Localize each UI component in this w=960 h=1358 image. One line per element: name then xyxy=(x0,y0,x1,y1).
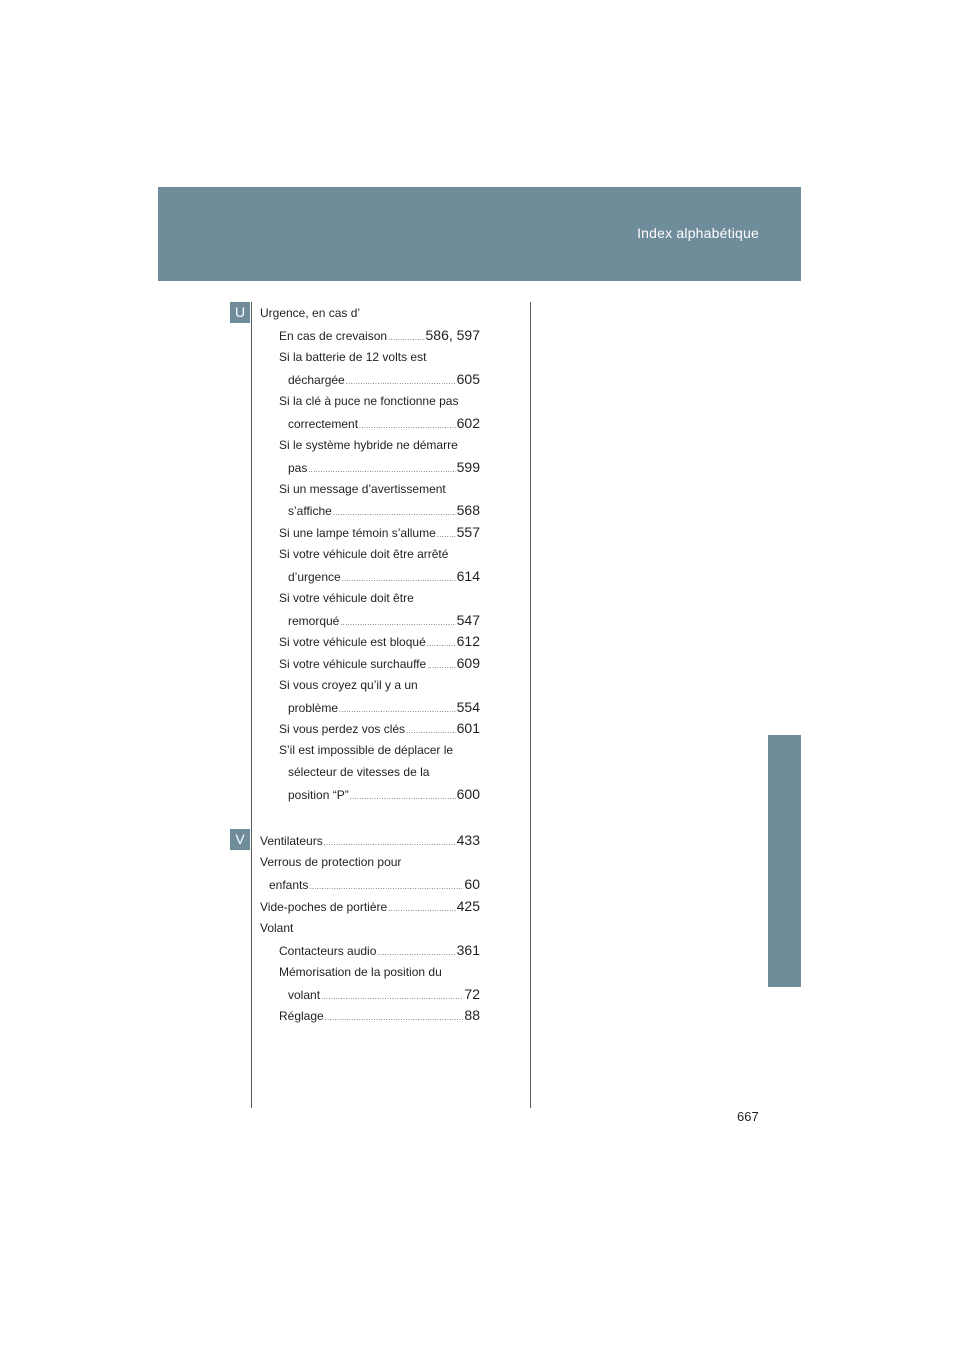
entry-page: 72 xyxy=(464,986,480,1002)
section-side-tab xyxy=(768,735,801,987)
entry-text: sélecteur de vitesses de la xyxy=(288,765,430,779)
index-entry xyxy=(279,961,480,983)
entry-text: enfants xyxy=(269,878,309,892)
entry-text: Si la batterie de 12 volts est xyxy=(279,350,427,364)
entry-page: 609 xyxy=(456,655,480,671)
page-number: 667 xyxy=(737,1109,759,1124)
index-entry xyxy=(279,543,480,565)
entry-text: Si votre véhicule doit être arrêté xyxy=(279,547,449,561)
entry-page: 586, 597 xyxy=(425,327,480,343)
entry-text: Si votre véhicule surchauffe xyxy=(279,657,427,671)
entry-page: 554 xyxy=(456,699,480,715)
index-entry xyxy=(279,1004,480,1030)
leader-dots xyxy=(325,1008,464,1030)
entry-text: S’il est impossible de déplacer le xyxy=(279,743,454,757)
entry-page: 60 xyxy=(464,876,480,892)
entry-page: 614 xyxy=(456,568,480,584)
entry-text: Verrous de protection pour xyxy=(260,855,402,869)
entry-text: En cas de crevaison xyxy=(279,329,388,343)
entry-text: Vide-poches de portière xyxy=(260,900,388,914)
entry-text: Contacteurs audio xyxy=(279,944,377,958)
entry-page: 88 xyxy=(464,1007,480,1023)
entry-page: 433 xyxy=(456,832,480,848)
entry-text: problème xyxy=(288,701,339,715)
entry-text: Ventilateurs xyxy=(260,834,323,848)
index-entry xyxy=(260,917,480,939)
index-entry xyxy=(279,346,480,368)
index-entry xyxy=(260,851,480,873)
leader-dots xyxy=(350,787,456,809)
entry-text: Si un message d’avertissement xyxy=(279,482,446,496)
entry-text: Si vous perdez vos clés xyxy=(279,722,406,736)
entry-text: Si votre véhicule est bloqué xyxy=(279,635,426,649)
entry-page: 361 xyxy=(456,942,480,958)
entry-text: Si vous croyez qu’il y a un xyxy=(279,678,418,692)
entry-page: 425 xyxy=(456,898,480,914)
header-band xyxy=(158,187,801,281)
entry-text: Si votre véhicule doit être xyxy=(279,591,414,605)
entry-page: 612 xyxy=(456,633,480,649)
entry-text: d’urgence xyxy=(288,570,341,584)
entry-page: 601 xyxy=(456,720,480,736)
entry-text: position “P” xyxy=(288,788,349,802)
entry-text: Si une lampe témoin s’allume xyxy=(279,526,436,540)
entry-page: 547 xyxy=(456,612,480,628)
entry-page: 568 xyxy=(456,502,480,518)
index-entry xyxy=(279,390,480,412)
column-divider-left xyxy=(251,302,252,1108)
entry-page: 599 xyxy=(456,459,480,475)
header-title: Index alphabétique xyxy=(637,225,759,241)
index-entry xyxy=(279,739,480,761)
entry-text: Si la clé à puce ne fonctionne pas xyxy=(279,394,459,408)
entry-text: s’affiche xyxy=(288,504,332,518)
index-entry xyxy=(279,674,480,696)
entry-text: Réglage xyxy=(279,1009,324,1023)
entry-text: Volant xyxy=(260,921,294,935)
index-entry xyxy=(260,302,480,324)
entry-page: 600 xyxy=(456,786,480,802)
entry-text: Mémorisation de la position du xyxy=(279,965,442,979)
entry-text: déchargée xyxy=(288,373,345,387)
entry-page: 602 xyxy=(456,415,480,431)
index-entry xyxy=(279,478,480,500)
entry-text: pas xyxy=(288,461,308,475)
index-entry xyxy=(288,761,480,783)
entry-text: Si le système hybride ne démarre xyxy=(279,438,458,452)
entry-text: Urgence, en cas d’ xyxy=(260,306,361,320)
entry-text: correctement xyxy=(288,417,359,431)
column-divider-right xyxy=(530,302,531,1108)
index-entry xyxy=(279,434,480,456)
section-letter-u: U xyxy=(230,302,250,323)
section-letter-v: V xyxy=(230,829,250,850)
index-entry xyxy=(288,783,480,809)
index-entry xyxy=(279,587,480,609)
entry-page: 557 xyxy=(456,524,480,540)
entry-page: 605 xyxy=(456,371,480,387)
entry-text: volant xyxy=(288,988,321,1002)
entry-text: remorqué xyxy=(288,614,340,628)
